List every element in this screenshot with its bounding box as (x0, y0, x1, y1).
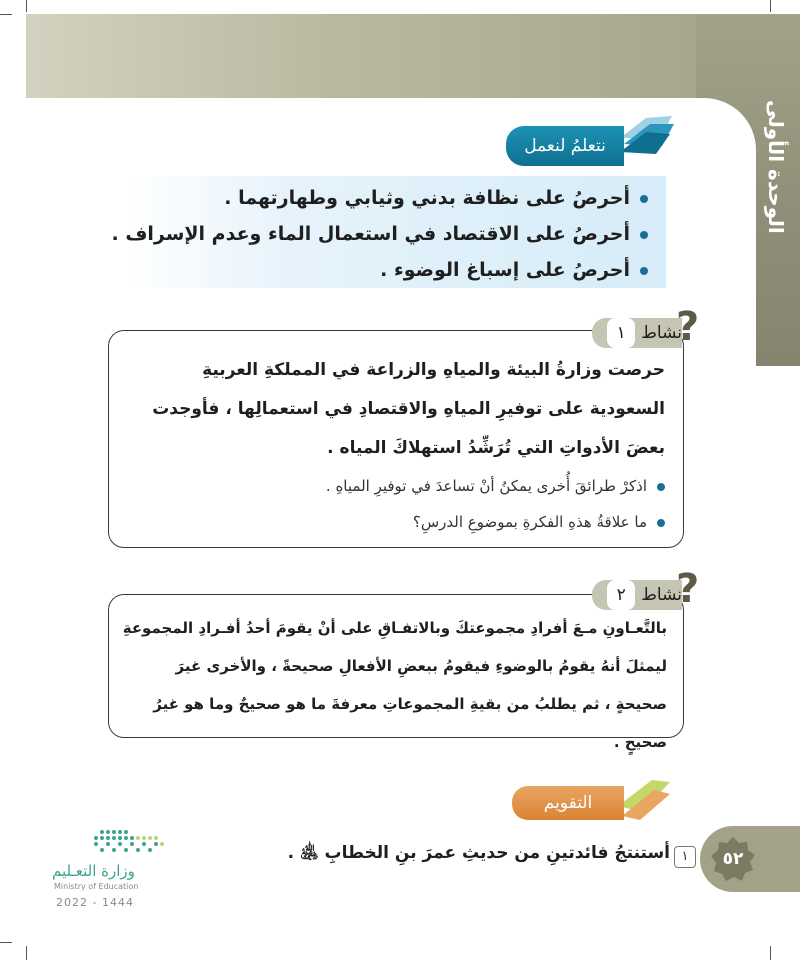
activity-2-text: بالتَّعـاونِ مـعَ أفرادِ مجموعتكَ وبالاتفـاقِ على أنْ يقومَ أحدُ أفـرادِ المجموعةِ ليمثلَ أنهُ يقومُ بالوضوءِ فيقومُ ببعضِ الأفعالِ صحيحةً ، والأخرى غيرَ صحيحةٍ ، ثم يطلبُ من بقيةِ المجموعاتِ معرفةَ ما هو صحيحٌ وما هو غيرُ صحيحٍ . (122, 619, 667, 751)
crop-mark (26, 0, 27, 12)
crop-mark (0, 14, 12, 15)
activity-2-box (108, 594, 684, 751)
page-number: ٥٢ (722, 849, 744, 869)
unit-title: الوحدة الأولى (764, 100, 788, 234)
crop-mark (26, 946, 27, 960)
header-band (26, 14, 800, 98)
activity-2-label: نشاط٢ (592, 580, 682, 610)
edition-year: 2022 - 1444 (56, 896, 134, 909)
ministry-name-english: Ministry of Education (54, 882, 139, 891)
bullet-icon (640, 231, 648, 239)
bullet-icon (640, 267, 648, 275)
list-item: أحرصُ على إسباغ الوضوء . (126, 252, 648, 288)
activity-1-label: نشاط١ (592, 318, 682, 348)
bullet-icon (657, 483, 665, 491)
question-mark-icon: ? (676, 566, 700, 612)
crop-mark (770, 0, 771, 12)
learn-to-act-label: نتعلمُ لنعمل (506, 126, 624, 166)
activity-number: ٢ (607, 580, 635, 610)
book-icon (616, 108, 676, 164)
ministry-name-arabic: وزارة التعـليم (52, 862, 135, 880)
activity-1-bullet: ما علاقةُ هذهِ الفكرةِ بموضوعِ الدرسِ؟ (413, 513, 665, 531)
list-item: أحرصُ على نظافة بدني وثيابي وطهارتهما . (126, 180, 648, 216)
ministry-logo-icon (52, 826, 172, 864)
activity-1-text: حرصت وزارةُ البيئة والمياهِ والزراعة في المملكةِ العربيةِ السعودية على توفيرِ المياهِ والاقتصادِ في استعمالِها ، فأوجدت بعضَ الأدواتِ التي تُرَشِّدُ استهلاكَ المياه . (152, 360, 665, 458)
learn-to-act-list (111, 176, 666, 288)
bullet-icon (640, 195, 648, 203)
question-number: ١ (674, 846, 696, 868)
activity-1-box (108, 330, 684, 548)
evaluation-question: أستنتجُ فائدتينِ من حديثِ عمرَ بنِ الخطابِ ﵁ . (287, 843, 670, 863)
activity-number: ١ (607, 318, 635, 348)
question-mark-icon: ? (676, 304, 700, 350)
crop-mark (0, 942, 12, 943)
activity-1-bullet: اذكرْ طرائقَ أُخرى يمكنُ أنْ تساعدَ في توفيرِ المياهِ . (326, 477, 665, 495)
crop-mark (770, 946, 771, 960)
list-item: أحرصُ على الاقتصاد في استعمال الماء وعدم الإسراف . (126, 216, 648, 252)
evaluation-label: التقويم (512, 786, 624, 820)
bullet-icon (657, 519, 665, 527)
